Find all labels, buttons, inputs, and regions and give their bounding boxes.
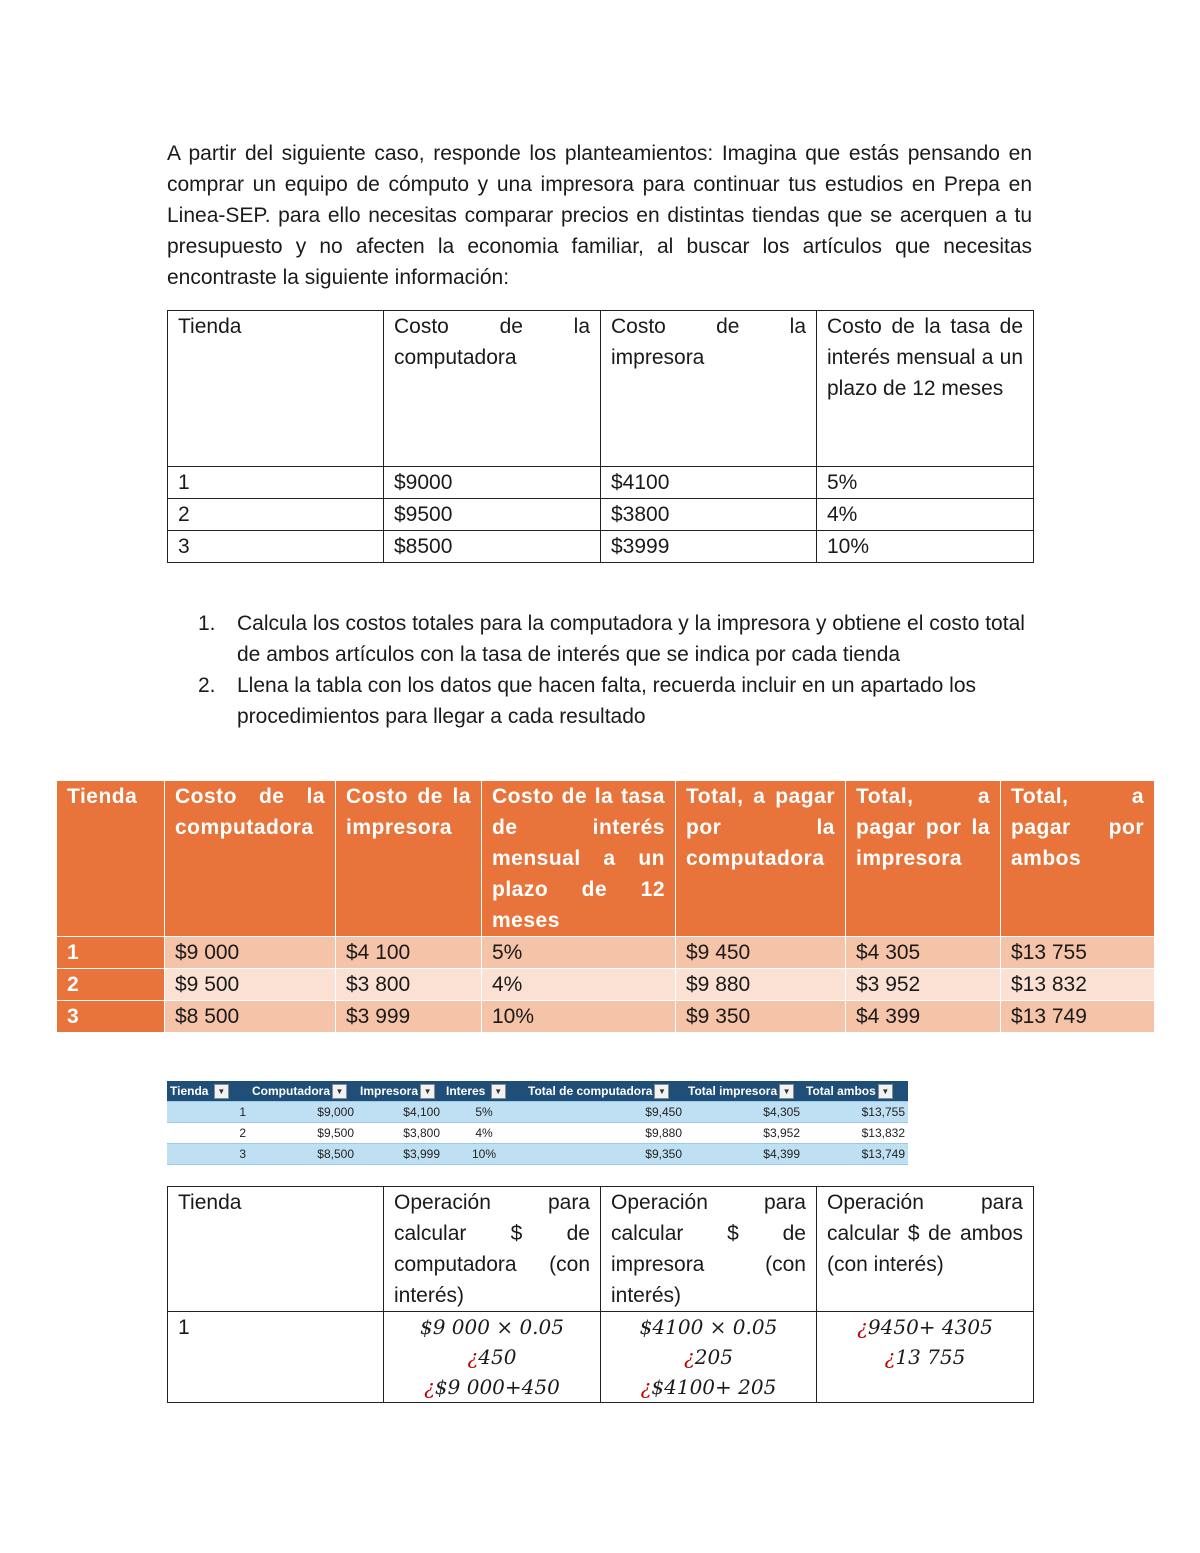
cell: $9 500 xyxy=(165,969,336,1001)
formula-line: ¿9450+ 4305 xyxy=(857,1315,993,1339)
cell: $3 999 xyxy=(336,1001,482,1033)
cell: $3,800 xyxy=(357,1123,443,1144)
formula-line: ¿205 xyxy=(684,1345,733,1369)
marker: ¿ xyxy=(684,1345,695,1369)
computer-operation xyxy=(384,1312,601,1403)
spreadsheet-row xyxy=(167,1123,908,1144)
filter-dropdown-icon: ▼ xyxy=(491,1084,506,1099)
cell: $3800 xyxy=(601,499,817,531)
list-number: 2. xyxy=(198,674,216,697)
spreadsheet-row xyxy=(167,1144,908,1165)
header-cell: Costo de la impresora xyxy=(601,311,817,467)
spreadsheet-screenshot xyxy=(167,1081,908,1165)
cell: 5% xyxy=(443,1102,525,1123)
cell: 3 xyxy=(167,1144,249,1165)
cell: 10% xyxy=(817,531,1034,563)
cell: $8 500 xyxy=(165,1001,336,1033)
cell: 10% xyxy=(482,1001,676,1033)
cell: $9,500 xyxy=(249,1123,357,1144)
cell: $13 755 xyxy=(1001,937,1155,969)
cell: 2 xyxy=(167,1123,249,1144)
header-cell: Total, a pagar por la impresora xyxy=(846,781,1001,937)
cell: $9,000 xyxy=(249,1102,357,1123)
formula-line: ¿$4100+ 205 xyxy=(640,1375,777,1399)
marker: ¿ xyxy=(640,1375,652,1399)
spreadsheet-header: Interes ▼ xyxy=(443,1081,525,1102)
cell: $3,999 xyxy=(357,1144,443,1165)
cell: $3 800 xyxy=(336,969,482,1001)
list-number: 1. xyxy=(198,612,216,635)
header-cell: Total, a pagar por ambos xyxy=(1001,781,1155,937)
cell: 1 xyxy=(168,1312,384,1403)
header-cell: Tienda xyxy=(168,1187,384,1312)
cell: $9 000 xyxy=(165,937,336,969)
cell: $4 305 xyxy=(846,937,1001,969)
header-cell: Costo de la impresora xyxy=(336,781,482,937)
cell: $9500 xyxy=(384,499,601,531)
cell: $9 450 xyxy=(676,937,846,969)
cell: 10% xyxy=(443,1144,525,1165)
cell: 2 xyxy=(57,969,165,1001)
filter-dropdown-icon: ▼ xyxy=(214,1084,229,1099)
filter-dropdown-icon: ▼ xyxy=(878,1084,893,1099)
cell: $13,832 xyxy=(803,1123,908,1144)
cell: $9 880 xyxy=(676,969,846,1001)
list-item xyxy=(198,608,1034,670)
cell: $8,500 xyxy=(249,1144,357,1165)
list-item xyxy=(198,670,1034,732)
marker: ¿ xyxy=(857,1315,868,1339)
cell: $13 749 xyxy=(1001,1001,1155,1033)
table-row xyxy=(168,1312,1034,1403)
marker: ¿ xyxy=(467,1345,479,1369)
cell: 4% xyxy=(443,1123,525,1144)
table-header-row xyxy=(168,311,1034,467)
table-row xyxy=(168,467,1034,499)
cell: $9,880 xyxy=(525,1123,685,1144)
spreadsheet-row xyxy=(167,1102,908,1123)
header-cell: Operación para calcular $ de computadora (con interés) xyxy=(384,1187,601,1312)
intro-paragraph: A partir del siguiente caso, responde los planteamientos: Imagina que estás pensando en comprar un equipo de cómputo y una impresora para continuar tus estudios en Prepa en Linea-SEP. para ello necesitas comparar precios en distintas tiendas que se acerquen a tu presupuesto y no afecten la economia familiar, al buscar los artículos que necesitas encontraste la siguiente información: xyxy=(167,142,1032,289)
filter-dropdown-icon: ▼ xyxy=(332,1084,347,1099)
cell: $3 952 xyxy=(846,969,1001,1001)
cell: $4,399 xyxy=(685,1144,803,1165)
header-cell: Costo de la computadora xyxy=(165,781,336,937)
cell: $3,952 xyxy=(685,1123,803,1144)
header-cell: Tienda xyxy=(168,311,384,467)
list-text: Llena la tabla con los datos que hacen falta, recuerda incluir en un apartado los procedimientos para llegar a cada resultado xyxy=(237,674,976,728)
cell: $8500 xyxy=(384,531,601,563)
cell: 5% xyxy=(482,937,676,969)
formula-line: ¿450 xyxy=(467,1345,517,1369)
header-cell: Operación para calcular $ de impresora (con interés) xyxy=(601,1187,817,1312)
printer-operation xyxy=(601,1312,817,1403)
both-operation xyxy=(817,1312,1034,1403)
filter-dropdown-icon: ▼ xyxy=(654,1084,669,1099)
cell: $13,749 xyxy=(803,1144,908,1165)
header-cell: Operación para calcular $ de ambos (con interés) xyxy=(817,1187,1034,1312)
spreadsheet-header: Computadora ▼ xyxy=(249,1081,357,1102)
cell: $9,350 xyxy=(525,1144,685,1165)
cell: 2 xyxy=(168,499,384,531)
table-row xyxy=(168,531,1034,563)
table-row xyxy=(57,1001,1155,1033)
cell: $3999 xyxy=(601,531,817,563)
cell: $4,100 xyxy=(357,1102,443,1123)
table-header-row xyxy=(168,1187,1034,1312)
cell: 1 xyxy=(57,937,165,969)
header-cell: Costo de la tasa de interés mensual a un plazo de 12 meses xyxy=(482,781,676,937)
table-row xyxy=(57,969,1155,1001)
marker: ¿ xyxy=(424,1375,435,1399)
cell: $9 350 xyxy=(676,1001,846,1033)
instructions-list xyxy=(198,608,1034,732)
cell: 3 xyxy=(57,1001,165,1033)
spreadsheet-header: Impresora ▼ xyxy=(357,1081,443,1102)
cell: $4100 xyxy=(601,467,817,499)
cell: 1 xyxy=(168,467,384,499)
header-cell: Total, a pagar por la computadora xyxy=(676,781,846,937)
cell: $4 399 xyxy=(846,1001,1001,1033)
spreadsheet-header-row xyxy=(167,1081,908,1102)
cell: $9000 xyxy=(384,467,601,499)
formula-line: $9 000 × 0.05 xyxy=(420,1315,564,1339)
marker: ¿ xyxy=(884,1345,896,1369)
formula-line: ¿13 755 xyxy=(884,1345,966,1369)
cell: $13,755 xyxy=(803,1102,908,1123)
filter-dropdown-icon: ▼ xyxy=(779,1084,794,1099)
header-cell: Costo de la computadora xyxy=(384,311,601,467)
spreadsheet-header: Total ambos ▼ xyxy=(803,1081,908,1102)
header-cell: Costo de la tasa de interés mensual a un plazo de 12 meses xyxy=(817,311,1034,467)
results-table xyxy=(56,780,1155,1033)
header-cell: Tienda xyxy=(57,781,165,937)
cell: $9,450 xyxy=(525,1102,685,1123)
table-row xyxy=(168,499,1034,531)
table-row xyxy=(57,937,1155,969)
cell: 3 xyxy=(168,531,384,563)
spreadsheet-header: Total de computadora ▼ xyxy=(525,1081,685,1102)
operations-table xyxy=(167,1186,1034,1403)
cell: $13 832 xyxy=(1001,969,1155,1001)
store-prices-table xyxy=(167,310,1034,563)
formula-line: $4100 × 0.05 xyxy=(639,1315,778,1339)
cell: $4 100 xyxy=(336,937,482,969)
formula-line: ¿$9 000+450 xyxy=(424,1375,560,1399)
cell: $4,305 xyxy=(685,1102,803,1123)
cell: 1 xyxy=(167,1102,249,1123)
table-header-row xyxy=(57,781,1155,937)
cell: 5% xyxy=(817,467,1034,499)
filter-dropdown-icon: ▼ xyxy=(420,1084,435,1099)
cell: 4% xyxy=(482,969,676,1001)
spreadsheet-header: Total impresora ▼ xyxy=(685,1081,803,1102)
cell: 4% xyxy=(817,499,1034,531)
list-text: Calcula los costos totales para la computadora y la impresora y obtiene el costo total de ambos artículos con la tasa de interés que se indica por cada tienda xyxy=(237,612,1025,666)
spreadsheet-header: Tienda ▼ xyxy=(167,1081,249,1102)
